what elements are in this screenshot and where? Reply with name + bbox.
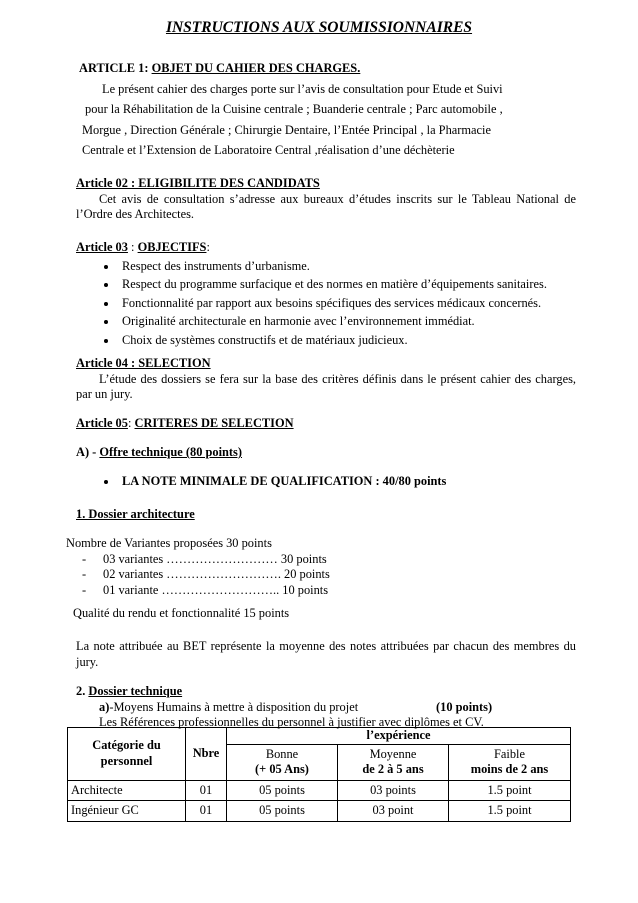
header-experience: l’expérience xyxy=(227,728,571,745)
section-a-heading: Offre technique (80 points) xyxy=(99,445,243,459)
header-moyenne-line2: de 2 à 5 ans xyxy=(362,762,424,776)
table-row xyxy=(68,780,571,801)
variant-item: - 01 variante ……………………….. 10 points xyxy=(93,583,566,599)
section-a xyxy=(76,445,576,461)
article-4-text: L’étude des dossiers se fera sur la base des critères définis dans le présent cahier des charges, par un jury. xyxy=(76,371,576,401)
cell-category: Ingénieur GC xyxy=(68,801,186,822)
objective-item: • Fonctionnalité par rapport aux besoins spécifiques des services médicaux concernés. xyxy=(118,296,576,312)
jury-note xyxy=(76,639,576,670)
cell-nbre: 01 xyxy=(186,801,227,822)
article-3-colon: : xyxy=(206,240,210,254)
header-moyenne xyxy=(338,744,449,780)
quality-line xyxy=(73,606,573,622)
moyens-a-points: (10 points) xyxy=(436,699,493,714)
article-1 xyxy=(79,58,579,161)
objectives-list xyxy=(76,259,576,349)
cell-moyenne: 03 point xyxy=(338,801,449,822)
moyens-a-text: -Moyens Humains à mettre à disposition du projet xyxy=(109,699,359,714)
cell-category: Architecte xyxy=(68,780,186,801)
cell-nbre: 01 xyxy=(186,780,227,801)
header-bonne-line1: Bonne xyxy=(265,746,299,761)
variants-list xyxy=(66,552,566,599)
dossier-2-heading: Dossier technique xyxy=(88,684,183,698)
variants-block xyxy=(66,536,566,598)
article-1-sep: : xyxy=(144,61,152,75)
cell-bonne: 05 points xyxy=(227,801,338,822)
dossier-2-num: 2. xyxy=(76,684,89,698)
article-3-heading: OBJECTIFS xyxy=(137,240,207,254)
article-5-label: Article 05 xyxy=(76,416,128,430)
qualification-note xyxy=(76,474,576,493)
article-1-line-3: Morgue , Direction Générale ; Chirurgie Dentaire, l’Entée Principal , la Pharmacie xyxy=(82,122,491,137)
article-2-heading: Article 02 : ELIGIBILITE DES CANDIDATS xyxy=(76,176,320,190)
article-5-heading: CRITERES DE SELECTION xyxy=(134,416,294,430)
cell-moyenne: 03 points xyxy=(338,780,449,801)
header-moyenne-line1: Moyenne xyxy=(369,746,417,761)
article-1-line-1: Le présent cahier des charges porte sur l’avis de consultation pour Etude et Suivi xyxy=(102,81,503,96)
article-1-heading: OBJET DU CAHIER DES CHARGES. xyxy=(151,61,361,75)
objective-item: • Respect des instruments d’urbanisme. xyxy=(118,259,576,275)
moyens-a-label: a) xyxy=(99,699,110,714)
dossier-1-heading: 1. Dossier architecture xyxy=(76,507,195,521)
variant-item: - 03 variantes ……………………… 30 points xyxy=(93,552,566,568)
article-3-label: Article 03 xyxy=(76,240,128,254)
page-title: INSTRUCTIONS AUX SOUMISSIONNAIRES xyxy=(165,19,473,36)
cell-faible: 1.5 point xyxy=(449,780,571,801)
qualification-note-text: • LA NOTE MINIMALE DE QUALIFICATION : 40/80 points xyxy=(118,474,576,490)
header-faible-line2: moins de 2 ans xyxy=(470,762,549,776)
header-category: Catégorie du personnel xyxy=(68,728,186,781)
objective-item: • Choix de systèmes constructifs et de matériaux judicieux. xyxy=(118,333,576,349)
references-text: Les Références professionnelles du personnel à justifier avec diplômes et CV. xyxy=(99,715,484,729)
objective-item: • Originalité architecturale en harmonie avec l’environnement immédiat. xyxy=(118,314,576,330)
header-nbre: Nbre xyxy=(186,728,227,781)
quality-text: Qualité du rendu et fonctionnalité 15 points xyxy=(73,606,290,620)
article-5-sep: : xyxy=(127,416,135,430)
article-1-line-4: Centrale et l’Extension de Laboratoire Central ,réalisation d’une déchèterie xyxy=(82,143,455,157)
header-faible-line1: Faible xyxy=(494,746,525,761)
article-4-heading: Article 04 : SELECTION xyxy=(76,356,211,370)
header-faible xyxy=(449,744,571,780)
article-2 xyxy=(76,176,576,223)
article-1-label: ARTICLE 1 xyxy=(79,61,145,75)
table-row xyxy=(68,801,571,822)
header-bonne-line2: (+ 05 Ans) xyxy=(255,762,309,776)
table-header-row xyxy=(68,728,571,745)
experience-table xyxy=(67,727,571,822)
header-bonne xyxy=(227,744,338,780)
article-5 xyxy=(76,416,576,432)
cell-bonne: 05 points xyxy=(227,780,338,801)
cell-faible: 1.5 point xyxy=(449,801,571,822)
variants-intro: Nombre de Variantes proposées 30 points xyxy=(66,536,272,550)
dossier-technique xyxy=(76,684,576,731)
article-2-text: Cet avis de consultation s’adresse aux bureaux d’études inscrits sur le Tableau National de l’Ordre des Architectes. xyxy=(76,191,576,221)
variant-item: - 02 variantes ………………………. 20 points xyxy=(93,567,566,583)
objective-item: • Respect du programme surfacique et des normes en matière d’équipements sanitaires. xyxy=(118,277,576,293)
section-a-prefix: A) - xyxy=(76,445,100,459)
dossier-architecture xyxy=(76,507,576,523)
article-4 xyxy=(76,356,576,403)
article-1-line-2: pour la Réhabilitation de la Cuisine centrale ; Buanderie centrale ; Parc automobile , xyxy=(85,102,503,116)
jury-note-text: La note attribuée au BET représente la moyenne des notes attribuées par chacun des membres du jury. xyxy=(76,639,576,669)
article-3 xyxy=(76,240,576,351)
article-3-sep: : xyxy=(127,240,138,254)
